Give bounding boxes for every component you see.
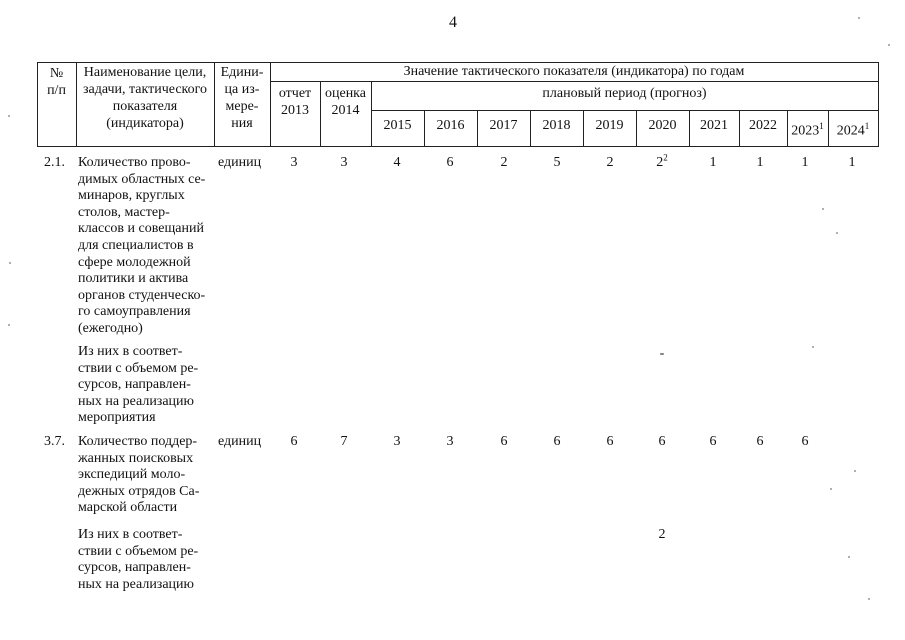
row-value: 1 [709,155,717,170]
header-year-2019: 2019 [595,118,624,133]
scan-speck [858,17,860,19]
row-value: 6 [801,434,809,449]
row-value-footnote: 2 [663,152,668,163]
header-year-2016: 2016 [436,118,465,133]
header-col-report-line: отчет [278,86,312,101]
scan-speck [8,115,10,117]
row-name-line: политики и актива [78,271,189,287]
header-year-footnote: 1 [864,121,870,131]
row-name-line: сфере молодежной [78,254,191,270]
row-name-line: (ежегодно) [78,321,143,336]
row-value: 2 [500,155,508,170]
row-name-line: мероприятия [78,410,156,426]
header-col-estimate-line: оценка [324,86,366,101]
row-value: 2 [606,155,614,170]
row-unit: единиц [218,155,262,170]
row-name-line: сурсов, направлен- [78,560,191,576]
row-value: $2^2$ [656,152,668,170]
row-name-line: экспедиций моло- [78,467,186,483]
row-value: 1 [848,155,856,170]
header-year-2018: 2018 [542,118,571,133]
row-unit: единиц [218,434,262,449]
header-col-unit-line: ца из- [224,82,260,97]
row-name-line: классов и совещаний [78,221,204,237]
row-name-line: ных на реализацию [78,393,194,409]
scan-speck [822,208,824,210]
row-name-line: Из них в соответ- [78,344,183,359]
header-year-2015: 2015 [383,118,412,133]
row-value: 3 [393,434,401,449]
page-number: 4 [449,14,457,31]
header-border-top [37,62,878,63]
row-value: 6 [553,434,561,449]
row-name-line: Количество прово- [78,155,191,170]
header-year-footnote: 1 [819,121,824,131]
row-value: 2 [658,527,666,542]
row-value: 5 [553,155,561,170]
header-plan-title: плановый период (прогноз) [542,86,707,101]
row-value: 6 [446,155,454,170]
row-name-line: органов студенческо- [78,287,206,303]
header-col-name-line: задачи, тактического [82,82,208,97]
scan-speck [812,346,814,348]
header-col-no: № [49,66,64,81]
header-rule-years-title [270,81,878,82]
header-year-2024: 2024$^1$ [836,121,870,139]
scan-speck [868,598,870,600]
row-name-line: Количество поддер- [78,434,198,449]
row-value: 3 [290,155,298,170]
row-number: 3.7. [44,434,65,449]
row-value: - [659,346,665,361]
scan-speck [848,556,850,558]
header-col-name-line: Наименование цели, [83,65,207,80]
row-name-line: столов, мастер- [78,204,170,220]
header-col-name-line: показателя [112,99,178,114]
row-name-line: дежных отрядов Са- [78,483,200,499]
row-name-line: жанных поисковых [78,450,194,466]
header-year-2020: 2020 [648,118,677,133]
scan-speck [830,488,832,490]
header-rule-plan-title [371,110,878,111]
row-name-line: го самоуправления [78,304,191,320]
row-value: 6 [290,434,298,449]
row-value: 1 [756,155,764,170]
table-header [37,62,878,146]
row-value: 6 [606,434,614,449]
row-value: 3 [446,434,454,449]
scan-speck [854,470,856,472]
scan-speck [8,324,10,326]
scan-speck [9,262,11,264]
header-border-bottom [37,146,878,147]
header-year-2023: 2023$^1$ [791,121,824,139]
row-name-line: Из них в соответ- [78,527,183,542]
header-col-estimate-line: 2014 [331,103,360,118]
header-values-title: Значение тактического показателя (индикатора) по годам [403,64,745,79]
row-name-line: ствии с объемом ре- [78,360,199,376]
scan-speck [836,232,838,234]
header-col-no-sub: п/п [47,83,66,98]
row-name-line: марской области [78,500,178,516]
row-value: 6 [756,434,764,449]
header-col-name-line: (индикатора) [106,116,184,131]
header-col-unit-line: Едини- [220,65,264,80]
header-col-unit-line: ния [231,116,253,131]
row-value: 1 [801,155,809,170]
row-value: 6 [500,434,508,449]
row-value: 6 [709,434,717,449]
row-name-line: для специалистов в [78,238,194,253]
scan-speck [888,44,890,46]
row-number: 2.1. [44,155,65,170]
row-name-line: димых областных се- [78,171,206,187]
row-name-line: минаров, круглых [78,188,185,204]
row-value: 7 [340,434,348,449]
header-year-2021: 2021 [700,118,728,133]
row-value: 4 [393,155,401,170]
row-value: 3 [340,155,348,170]
header-year-2017: 2017 [489,118,518,133]
header-year-2022: 2022 [749,118,777,133]
row-name-line: ствии с объемом ре- [78,543,199,559]
row-name-line: сурсов, направлен- [78,377,191,393]
row-name-line: ных на реализацию [78,576,194,592]
header-col-report-line: 2013 [281,103,309,118]
header-border-right [878,62,879,147]
header-col-unit-line: мере- [225,99,259,114]
row-value: 6 [658,434,666,449]
